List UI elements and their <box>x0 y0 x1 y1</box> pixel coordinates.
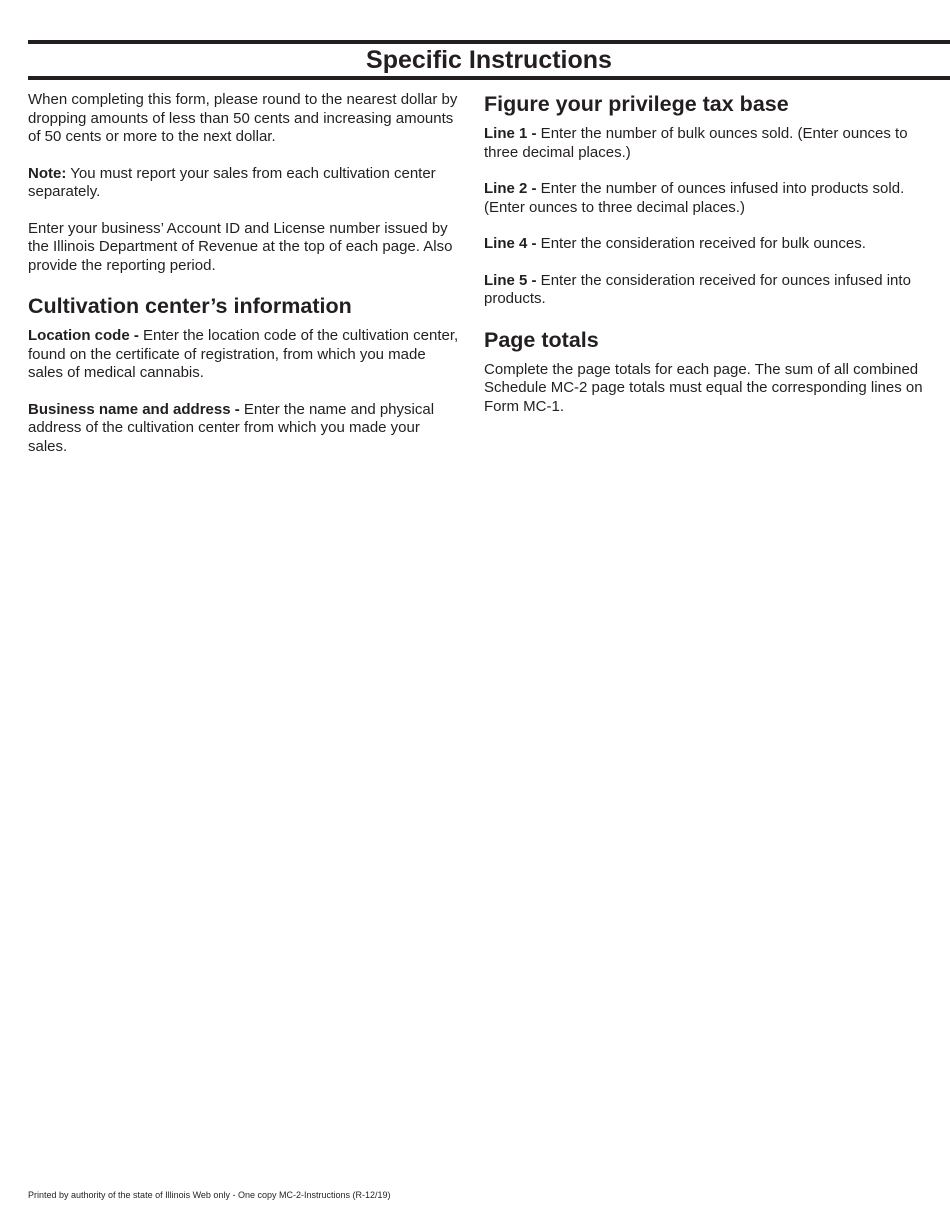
line-2-text: Enter the number of ounces infused into products sold. (Enter ounces to three decimal places.) <box>484 180 905 216</box>
rounding-instructions: When completing this form, please round to the nearest dollar by dropping amounts of less than 50 cents and increasing amounts of 50 cents or more to the next dollar. <box>28 91 458 145</box>
line-1-text: Enter the number of bulk ounces sold. (Enter ounces to three decimal places.) <box>484 125 908 161</box>
print-authority-footer: Printed by authority of the state of Illinois Web only - One copy MC-2-Instructions (R-12/19) <box>28 1190 391 1200</box>
right-column <box>484 91 924 434</box>
page-header <box>28 40 950 80</box>
line-4-text: Enter the consideration received for bulk ounces. <box>536 235 866 252</box>
business-name-paragraph <box>28 401 460 457</box>
location-code-paragraph <box>28 327 460 383</box>
location-code-text: Enter the location code of the cultivation center, found on the certificate of registration, from which you made sales of medical cannabis. <box>28 327 459 381</box>
page-title: Specific Instructions <box>366 45 612 74</box>
line-1-paragraph <box>484 125 924 162</box>
privilege-tax-heading: Figure your privilege tax base <box>484 92 789 116</box>
line-4-label: Line 4 - <box>484 235 537 252</box>
line-1-label: Line 1 - <box>484 125 537 142</box>
line-2-label: Line 2 - <box>484 180 537 197</box>
business-name-label: Business name and address - <box>28 400 240 418</box>
line-5-paragraph <box>484 272 924 309</box>
note-text: You must report your sales from each cultivation center separately. <box>28 164 436 200</box>
page-totals-heading: Page totals <box>484 327 599 352</box>
line-5-label: Line 5 - <box>484 271 537 289</box>
business-name-text: Enter the name and physical address of the cultivation center from which you made your sales. <box>28 400 435 455</box>
line-2-paragraph <box>484 180 924 217</box>
cultivation-center-heading: Cultivation center’s information <box>28 294 352 318</box>
left-column <box>28 91 460 474</box>
note-label: Note: <box>28 164 67 182</box>
line-4-paragraph <box>484 235 924 254</box>
line-5-text: Enter the consideration received for ounces infused into products. <box>484 271 911 307</box>
page-totals-paragraph: Complete the page totals for each page. The sum of all combined Schedule MC-2 page totals must equal the corresponding lines on Form MC-1. <box>484 360 923 415</box>
note-paragraph <box>28 165 460 202</box>
account-instructions: Enter your business’ Account ID and License number issued by the Illinois Department of Revenue at the top of each page. Also provide the reporting period. <box>28 219 453 274</box>
location-code-label: Location code - <box>28 327 139 344</box>
